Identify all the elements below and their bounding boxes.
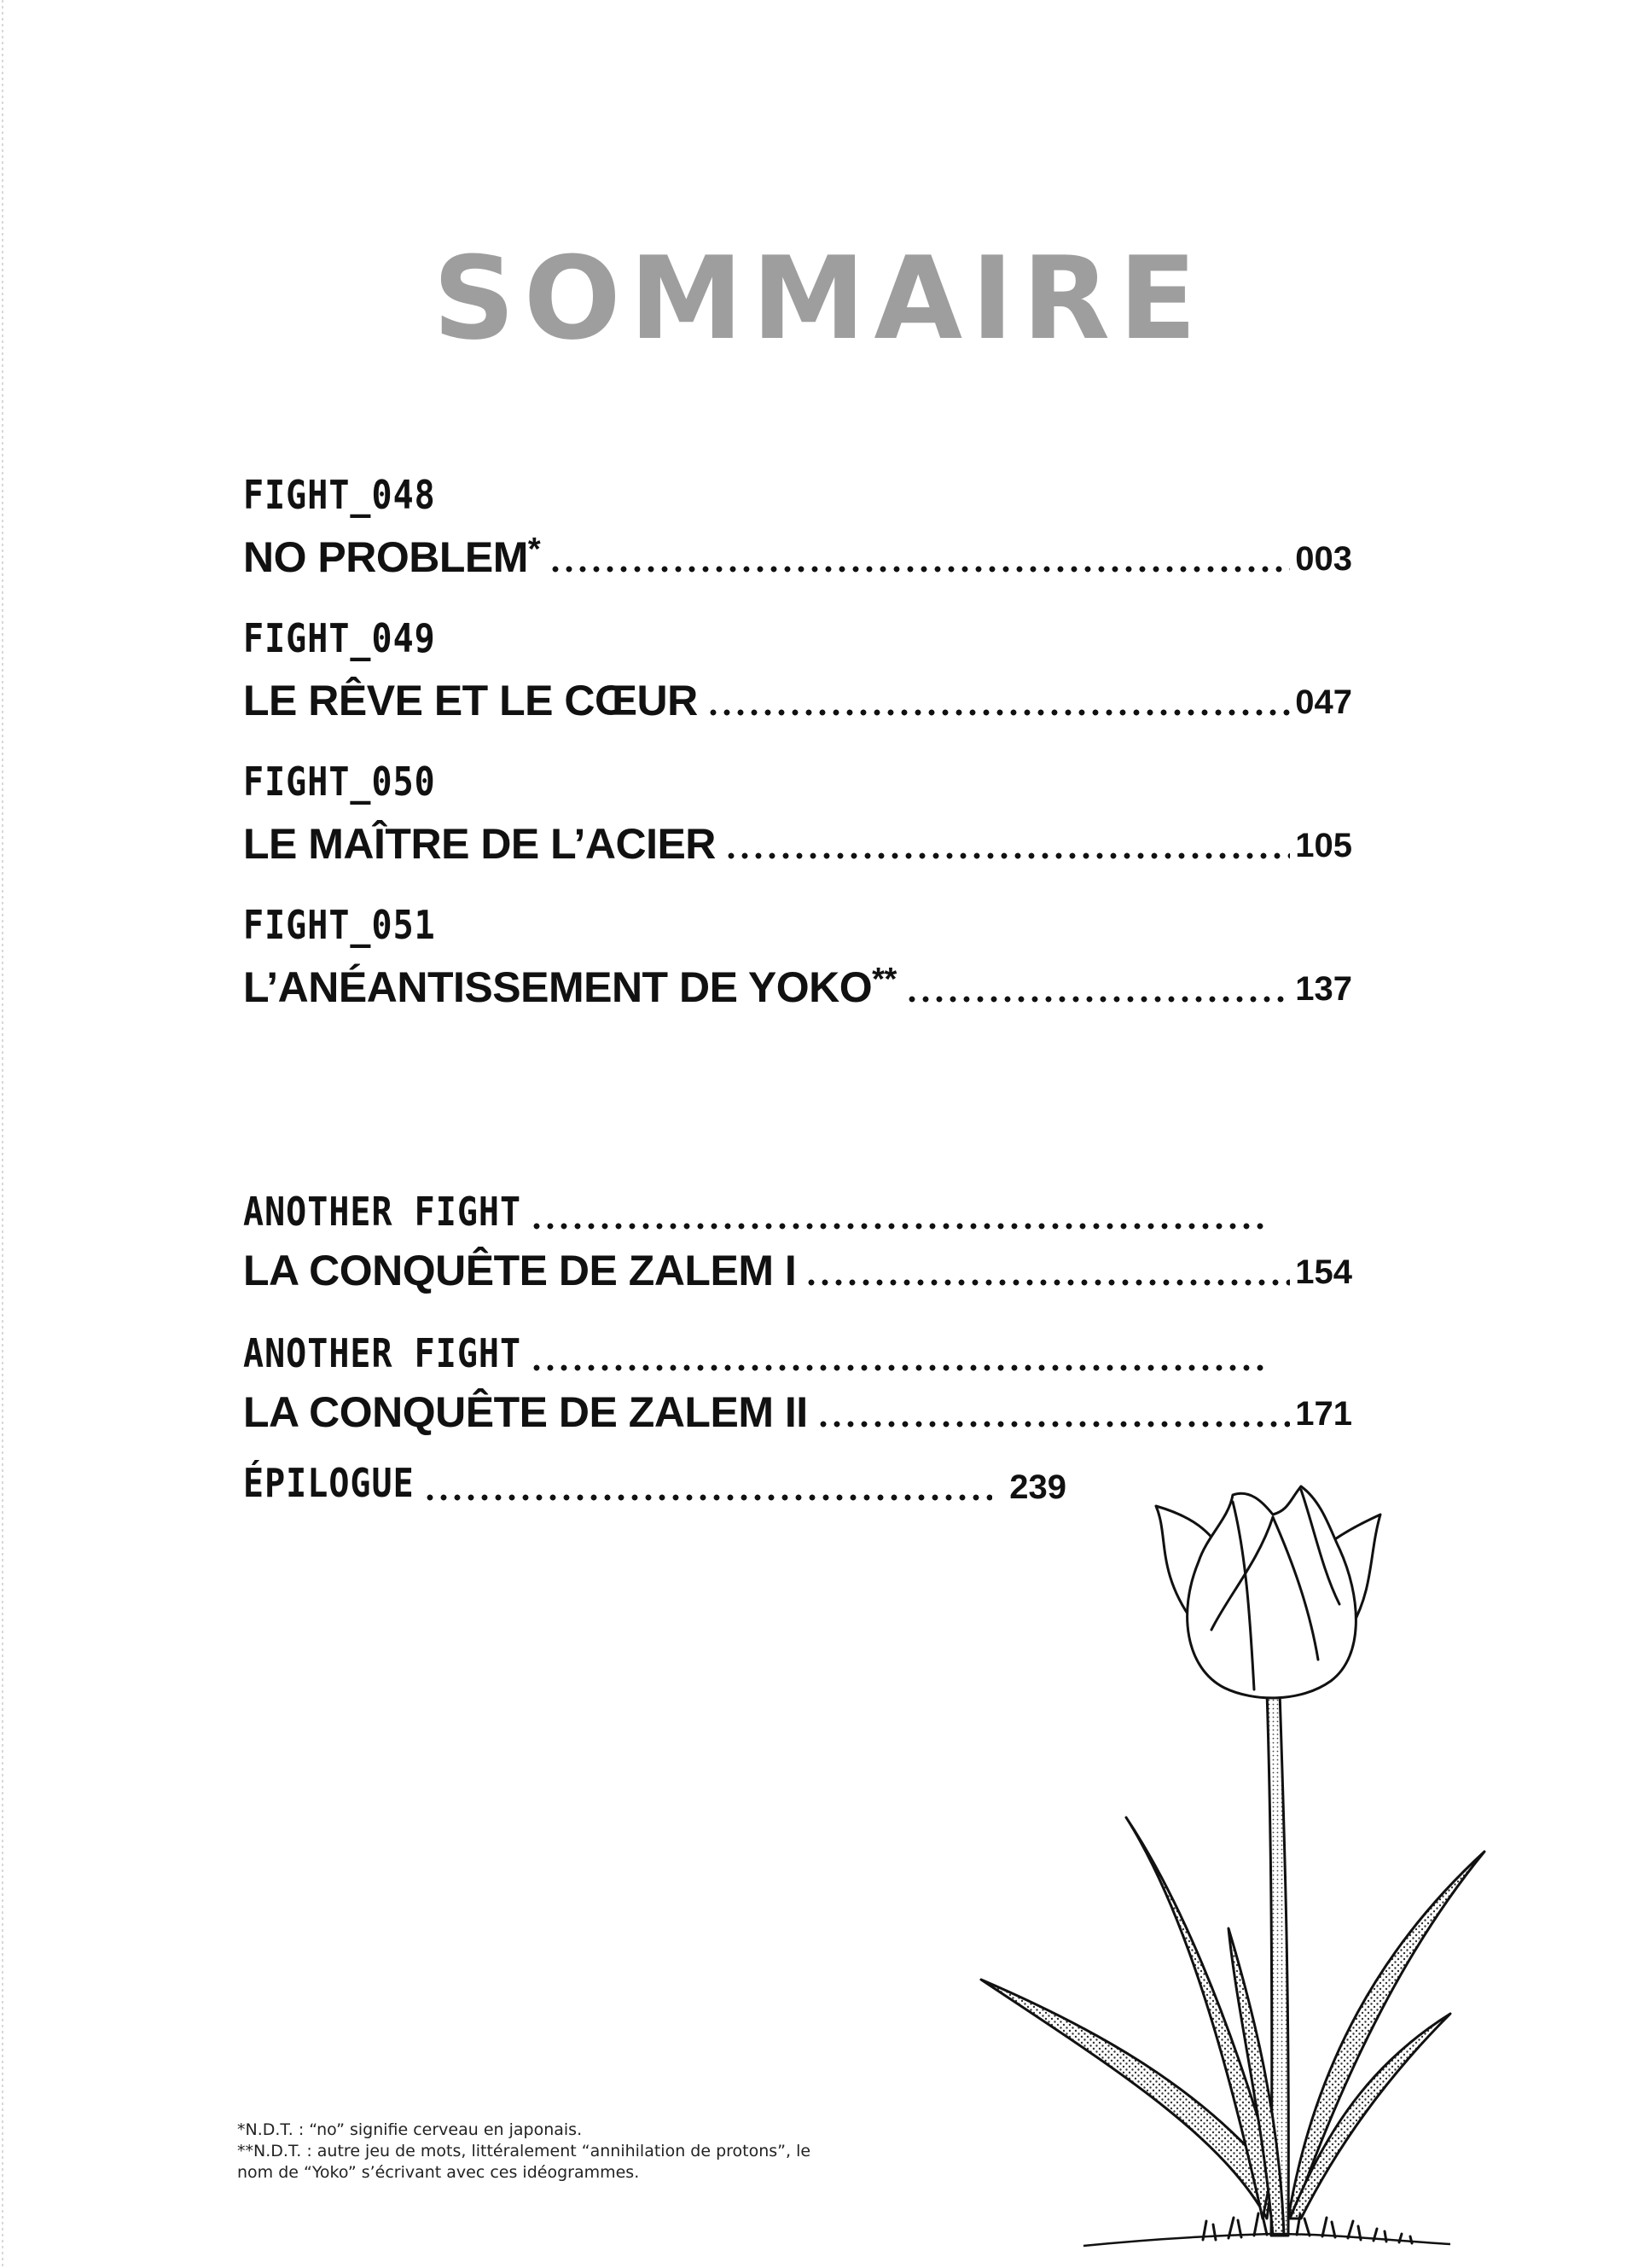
chapter-label: FIGHT_048 (243, 473, 436, 519)
chapter-label-row (243, 893, 499, 952)
extra-title: LA CONQUÊTE DE ZALEM I (243, 1247, 797, 1294)
leader-dots (530, 1222, 1270, 1230)
chapter-label: FIGHT_051 (243, 903, 436, 949)
leader-dots (905, 995, 1291, 1003)
page-number: 137 (1295, 970, 1352, 1008)
page-number: 047 (1295, 683, 1352, 721)
toc-entry-epilogue (243, 1451, 1066, 1510)
extra-label: ANOTHER FIGHT (243, 1331, 522, 1377)
leader-dots (804, 1278, 1290, 1287)
leader-dots (724, 852, 1290, 860)
page-number: 105 (1295, 827, 1352, 864)
chapter-title (243, 676, 698, 725)
extra-title: LA CONQUÊTE DE ZALEM II (243, 1388, 808, 1436)
chapter-title-text: LE MAÎTRE DE L’ACIER (243, 820, 716, 868)
chapter-title-text: NO PROBLEM (243, 533, 528, 581)
chapter-title-text: L’ANÉANTISSEMENT DE YOKO (243, 963, 873, 1011)
chapter-label-row (243, 749, 499, 809)
extra-label: ANOTHER FIGHT (243, 1189, 522, 1236)
chapter-title (243, 532, 540, 582)
leader-dots (706, 708, 1291, 717)
toc-entry (243, 666, 1352, 725)
page-number: 003 (1295, 540, 1352, 578)
extra-label-row (243, 1179, 1275, 1239)
note-line: **N.D.T. : autre jeu de mots, littéralement “annihilation de protons”, le (237, 2142, 811, 2160)
chapter-label-row (243, 462, 499, 522)
translator-notes (237, 2120, 920, 2184)
page-title: SOMMAIRE (433, 232, 1205, 365)
footnote-mark: * (527, 532, 541, 567)
leader-dots (530, 1364, 1270, 1372)
epilogue-label: ÉPILOGUE (243, 1461, 415, 1507)
chapter-title-text: LE RÊVE ET LE CŒUR (243, 677, 698, 724)
leader-dots (816, 1420, 1291, 1428)
toc-entry (243, 1236, 1352, 1295)
page-number: 171 (1295, 1395, 1352, 1433)
chapter-label-row (243, 606, 499, 666)
note-line: *N.D.T. : “no” signifie cerveau en japonais. (237, 2120, 583, 2139)
chapter-title (243, 962, 897, 1012)
extra-label-row (243, 1321, 1275, 1381)
tulip-illustration (973, 1468, 1502, 2261)
toc-entry (243, 1377, 1352, 1437)
chapter-title (243, 819, 716, 869)
footnote-mark: ** (872, 962, 897, 997)
leader-dots (423, 1493, 993, 1502)
page-number: 154 (1295, 1253, 1352, 1291)
page-number: 239 (1009, 1468, 1066, 1506)
toc-entry (243, 952, 1352, 1012)
leader-dots (549, 565, 1290, 573)
toc-entry (243, 809, 1352, 869)
chapter-label: FIGHT_050 (243, 759, 436, 805)
note-line: nom de “Yoko” s’écrivant avec ces idéogrammes. (237, 2163, 640, 2182)
toc-entry (243, 522, 1352, 582)
chapter-label: FIGHT_049 (243, 616, 436, 662)
